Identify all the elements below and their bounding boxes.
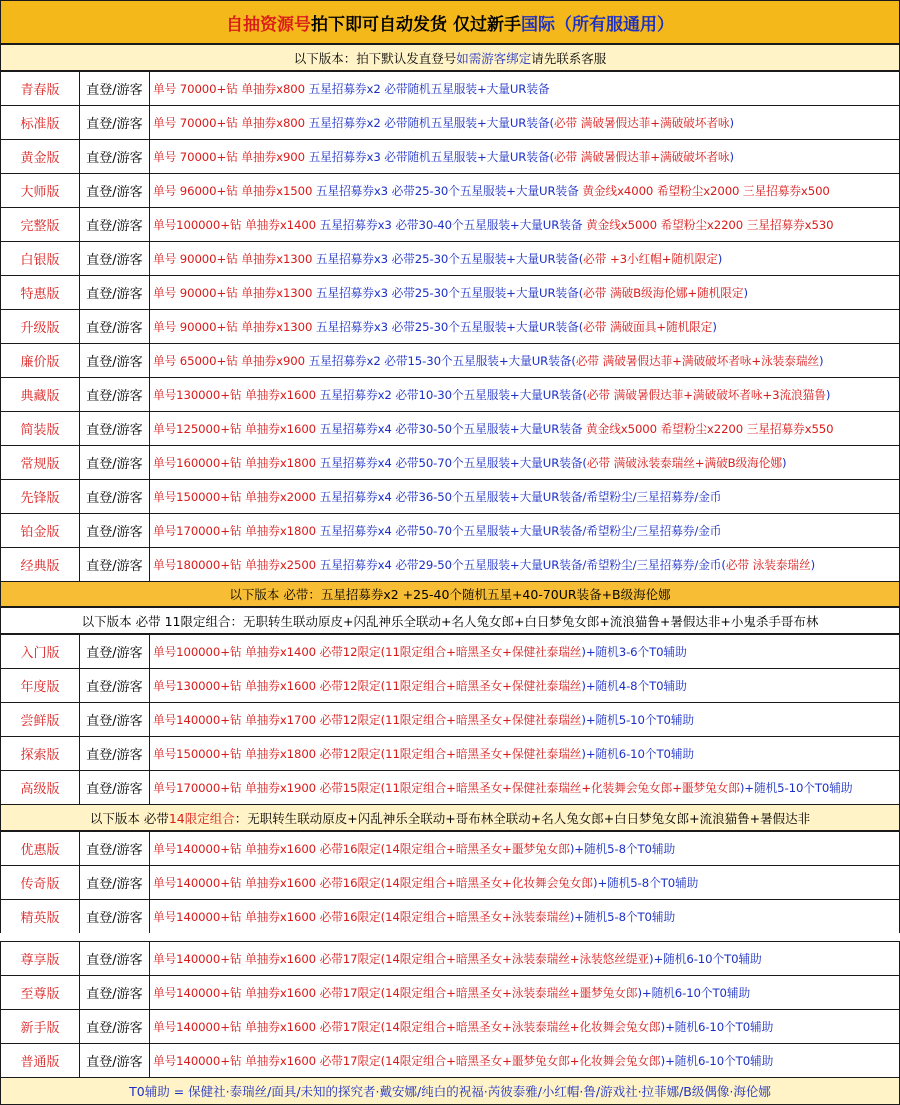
section-banner-11-limited-segment: 以下版本 必带 11限定组合：无职转生联动原皮+闪乱神乐全联动+名人兔女郎+白日梦兔女郎+流浪猫鲁+暑假达非+小鬼杀手哥布林	[81, 613, 819, 629]
edition-description-segment: )+随机5-10个T0辅助	[739, 780, 853, 795]
page-title-segment: 自抽资源号	[226, 14, 312, 35]
edition-description-segment: 五星招募券x2 必带15-30个五星服装+大量UR装备(	[308, 353, 576, 368]
edition-name: 铂金版	[20, 525, 60, 540]
edition-description	[150, 183, 830, 199]
login-type: 直登/游客	[79, 832, 150, 865]
edition-description-segment: )	[712, 319, 717, 334]
edition-description-segment: 必带 满破暑假达菲+满破破坏者咏	[553, 115, 730, 130]
table-row	[0, 668, 900, 703]
edition-description-segment: 必带 满破面具+随机限定	[583, 319, 713, 334]
login-type: 直登/游客	[79, 976, 150, 1009]
section-banner-11-limited	[0, 607, 900, 634]
table-row	[0, 411, 900, 446]
edition-description-segment: )+随机5-8个T0辅助	[569, 909, 676, 924]
edition-description-segment: 单号170000+钻 单抽券x1800	[153, 523, 320, 538]
notice-banner	[0, 44, 900, 71]
edition-description-segment: 五星招募券x3 必带30-40个五星服装+大量UR装备	[319, 217, 587, 232]
section-banner-required-segment: 以下版本 必带：五星招募券x2 +25-40个随机五星+40-70UR装备+B级海伦娜	[229, 587, 671, 602]
edition-description-segment: 单号125000+钻 单抽券x1600	[153, 421, 320, 436]
edition-description-segment: )+随机5-8个T0辅助	[592, 875, 699, 890]
edition-description-segment: 五星招募券x3 必带25-30个五星服装+大量UR装备(	[315, 319, 584, 334]
edition-description-segment: )+随机6-10个T0辅助	[660, 1019, 774, 1034]
edition-description-segment: )	[717, 251, 723, 266]
edition-name: 典藏版	[20, 389, 60, 404]
edition-description-segment: 14限定组合+暗黑圣女+化妆舞会兔女郎	[385, 875, 593, 890]
table-row	[0, 105, 900, 140]
edition-name: 标准版	[20, 117, 60, 132]
edition-description-segment: 单号160000+钻 单抽券x1800	[153, 455, 320, 470]
edition-description	[150, 644, 687, 660]
edition-description-segment: 单号 65000+钻 单抽券x900	[153, 353, 309, 368]
edition-description	[150, 285, 748, 301]
edition-description-segment: 单号 90000+钻 单抽券x1300	[153, 251, 316, 266]
edition-name: 优惠版	[20, 843, 60, 858]
edition-name: 高级版	[20, 782, 60, 797]
edition-name: 先锋版	[20, 491, 60, 506]
login-type: 直登/游客	[79, 669, 150, 702]
section-banner-14-limited-segment: 14限定组合	[168, 810, 235, 826]
edition-description-segment: 14限定组合+暗黑圣女+噩梦兔女郎+化妆舞会兔女郎	[385, 1053, 661, 1068]
edition-description	[150, 149, 734, 165]
edition-description-segment: 五星招募券x4 必带50-70个五星服装+大量UR装备/希望粉尘/三星招募券/金币	[319, 523, 722, 538]
edition-description-segment: 五星招募券x4 必带36-50个五星服装+大量UR装备/希望粉尘/三星招募券/金币	[319, 489, 722, 504]
edition-description-segment: 11限定组合+暗黑圣女+保健社泰瑞丝+化装舞会兔女郎+噩梦兔女郎	[385, 780, 740, 795]
edition-name: 年度版	[20, 680, 60, 695]
login-type: 直登/游客	[79, 548, 150, 581]
login-type: 直登/游客	[79, 208, 150, 241]
table-row	[0, 865, 900, 900]
edition-name: 经典版	[20, 559, 60, 574]
edition-description	[150, 985, 750, 1001]
edition-description	[150, 421, 833, 437]
table-row	[0, 975, 900, 1010]
table-row	[0, 634, 900, 669]
edition-description-segment: )+随机6-10个T0辅助	[581, 746, 694, 761]
table-row	[0, 831, 900, 866]
notice-banner-segment: 如需游客绑定	[456, 50, 532, 66]
edition-description-segment: 五星招募券x3 必带25-30个五星服装+大量UR装备(	[315, 251, 584, 266]
edition-description-segment: 11限定组合+暗黑圣女+保健社泰瑞丝	[385, 678, 582, 693]
edition-name: 完整版	[20, 219, 60, 234]
table-row	[0, 941, 900, 976]
edition-description	[150, 875, 698, 891]
edition-description-segment: 单号140000+钻 单抽券x1600 必带17限定(	[153, 951, 386, 966]
edition-description-segment: 14限定组合+暗黑圣女+泳装泰瑞丝	[385, 909, 570, 924]
edition-description-segment: )	[810, 557, 816, 572]
edition-description-segment: 单号140000+钻 单抽券x1600 必带17限定(	[153, 1053, 386, 1068]
edition-description-segment: 14限定组合+暗黑圣女+噩梦兔女郎	[385, 841, 570, 856]
edition-name: 白银版	[20, 253, 60, 268]
table-row	[0, 71, 900, 106]
edition-name: 探索版	[20, 748, 60, 763]
login-type: 直登/游客	[79, 1010, 150, 1043]
edition-description-segment: )	[729, 149, 734, 164]
section-banner-14-limited	[0, 804, 900, 831]
edition-name: 黄金版	[20, 151, 60, 166]
table-row	[0, 899, 900, 934]
edition-description	[150, 712, 694, 728]
edition-description-segment: 单号 96000+钻 单抽券x1500	[153, 183, 316, 198]
edition-description	[150, 319, 717, 335]
edition-description-segment: 黄金线x4000 希望粉尘x2000 三星招募券x500	[582, 183, 830, 198]
page-title	[0, 0, 900, 44]
edition-description	[150, 115, 734, 131]
edition-description-segment: 单号 70000+钻 单抽券x900	[153, 149, 309, 164]
edition-description-segment: )+随机6-10个T0辅助	[660, 1053, 774, 1068]
edition-description-segment: 五星招募券x2 必带随机五星服装+大量UR装备(	[308, 115, 554, 130]
edition-description-segment: 五星招募券x3 必带25-30个五星服装+大量UR装备	[315, 183, 583, 198]
edition-description-segment: 单号130000+钻 单抽券x1600	[153, 387, 320, 402]
login-type: 直登/游客	[79, 344, 150, 377]
login-type: 直登/游客	[79, 480, 150, 513]
edition-description-segment: 单号130000+钻 单抽券x1600 必带12限定(	[153, 678, 386, 693]
notice-banner-segment: 以下版本：拍下默认发直登号	[293, 50, 457, 66]
edition-name: 大师版	[20, 185, 60, 200]
edition-name: 尊享版	[20, 953, 60, 968]
edition-description-segment: 必带 满破暑假达菲+满破破坏者咏+泳装泰瑞丝	[575, 353, 820, 368]
edition-description-segment: )	[743, 285, 748, 300]
edition-description-segment: 单号180000+钻 单抽券x2500	[153, 557, 320, 572]
table-row	[0, 343, 900, 378]
login-type: 直登/游客	[79, 106, 150, 139]
edition-description	[150, 1053, 773, 1069]
login-type: 直登/游客	[79, 310, 150, 343]
edition-description-segment: 单号140000+钻 单抽券x1600 必带16限定(	[153, 841, 386, 856]
edition-description-segment: 单号150000+钻 单抽券x1800 必带12限定(	[153, 746, 386, 761]
edition-description-segment: 14限定组合+暗黑圣女+泳装泰瑞丝+化妆舞会兔女郎	[385, 1019, 661, 1034]
edition-description	[150, 909, 675, 925]
login-type: 直登/游客	[79, 276, 150, 309]
login-type: 直登/游客	[79, 412, 150, 445]
table-row	[0, 275, 900, 310]
edition-name: 新手版	[20, 1021, 60, 1036]
edition-description	[150, 353, 823, 369]
edition-description	[150, 746, 694, 762]
edition-description-segment: 11限定组合+暗黑圣女+保健社泰瑞丝	[385, 712, 582, 727]
notice-banner-segment: 请先联系客服	[531, 50, 607, 66]
table-row	[0, 241, 900, 276]
table-row	[0, 445, 900, 480]
login-type: 直登/游客	[79, 703, 150, 736]
edition-name: 特惠版	[20, 287, 60, 302]
edition-description	[150, 951, 762, 967]
edition-name: 简装版	[20, 423, 60, 438]
edition-description-segment: 单号170000+钻 单抽券x1900 必带15限定(	[153, 780, 386, 795]
edition-description	[150, 251, 722, 267]
edition-description-segment: 五星招募券x4 必带50-70个五星服装+大量UR装备(	[319, 455, 587, 470]
table-row	[0, 736, 900, 771]
edition-description-segment: 单号100000+钻 单抽券x1400 必带12限定(	[153, 644, 386, 659]
section-banner-14-limited-segment: ：无职转生联动原皮+闪乱神乐全联动+哥布林全联动+名人兔女郎+白日梦兔女郎+流浪猫鲁+暑假达非	[234, 810, 811, 826]
edition-name: 尝鲜版	[20, 714, 60, 729]
edition-description-segment: )+随机6-10个T0辅助	[649, 951, 762, 966]
t0-support-legend-segment: T0辅助 = 保健社·泰瑞丝/面具/未知的探究者·戴安娜/纯白的祝福·芮彼泰雅/小红帽·鲁/游戏社·拉菲娜/B级偶像·海伦娜	[129, 1084, 771, 1099]
login-type: 直登/游客	[79, 771, 150, 804]
table-row	[0, 479, 900, 514]
edition-description-segment: 黄金线x5000 希望粉尘x2200 三星招募券x530	[586, 217, 834, 232]
section-banner-required	[0, 581, 900, 607]
edition-description-segment: 单号140000+钻 单抽券x1600 必带16限定(	[153, 875, 386, 890]
edition-description-segment: 14限定组合+暗黑圣女+泳装泰瑞丝+噩梦兔女郎	[385, 985, 638, 1000]
edition-description-segment: 必带 满破暑假达菲+满破破坏者咏	[553, 149, 730, 164]
edition-description-segment: 单号140000+钻 单抽券x1700 必带12限定(	[153, 712, 386, 727]
table-row	[0, 173, 900, 208]
page-title-segment: 国际（所有服通用）	[520, 14, 674, 35]
edition-description-segment: 单号140000+钻 单抽券x1600 必带17限定(	[153, 985, 386, 1000]
login-type: 直登/游客	[79, 174, 150, 207]
edition-description-segment: 黄金线x5000 希望粉尘x2200 三星招募券x550	[586, 421, 834, 436]
edition-description	[150, 1019, 773, 1035]
login-type: 直登/游客	[79, 378, 150, 411]
table-row	[0, 702, 900, 737]
login-type: 直登/游客	[79, 446, 150, 479]
login-type: 直登/游客	[79, 1044, 150, 1077]
login-type: 直登/游客	[79, 140, 150, 173]
table-row	[0, 139, 900, 174]
page-title-segment: 拍下即可自动发货 仅过新手	[311, 14, 521, 35]
edition-name: 常规版	[20, 457, 60, 472]
table-row	[0, 547, 900, 582]
edition-description-segment: )+随机3-6个T0辅助	[581, 644, 687, 659]
login-type: 直登/游客	[79, 900, 150, 933]
edition-description-segment: 单号100000+钻 单抽券x1400	[153, 217, 320, 232]
login-type: 直登/游客	[79, 635, 150, 668]
edition-description	[150, 557, 815, 573]
edition-description-segment: 单号 70000+钻 单抽券x800	[153, 115, 309, 130]
edition-description-segment: 单号150000+钻 单抽券x2000	[153, 489, 320, 504]
login-type: 直登/游客	[79, 514, 150, 547]
edition-description-segment: )	[781, 455, 787, 470]
login-type: 直登/游客	[79, 942, 150, 975]
edition-name: 升级版	[20, 321, 60, 336]
edition-name: 至尊版	[20, 987, 60, 1002]
edition-description	[150, 489, 721, 505]
edition-description	[150, 81, 550, 97]
edition-description-segment: )+随机5-10个T0辅助	[581, 712, 694, 727]
section-gap	[0, 933, 900, 941]
edition-name: 入门版	[20, 646, 60, 661]
edition-description-segment: )	[729, 115, 734, 130]
edition-description	[150, 841, 675, 857]
edition-description-segment: 单号 70000+钻 单抽券x800	[153, 81, 309, 96]
edition-description	[150, 780, 852, 796]
table-row	[0, 1009, 900, 1044]
edition-description-segment: 11限定组合+暗黑圣女+保健社泰瑞丝	[385, 746, 582, 761]
edition-description-segment: 单号140000+钻 单抽券x1600 必带17限定(	[153, 1019, 386, 1034]
edition-description-segment: 必带 满破泳装泰瑞丝+满破B级海伦娜	[586, 455, 782, 470]
edition-description-segment: 五星招募券x3 必带25-30个五星服装+大量UR装备(	[315, 285, 584, 300]
edition-description-segment: 五星招募券x4 必带29-50个五星服装+大量UR装备/希望粉尘/三星招募券/金币(	[319, 557, 726, 572]
table-row	[0, 309, 900, 344]
login-type: 直登/游客	[79, 737, 150, 770]
table-row	[0, 377, 900, 412]
table-row	[0, 770, 900, 805]
edition-description-segment: 单号140000+钻 单抽券x1600 必带16限定(	[153, 909, 386, 924]
edition-description	[150, 523, 721, 539]
edition-description	[150, 455, 786, 471]
edition-description-segment: 必带 泳装泰瑞丝	[725, 557, 811, 572]
table-row	[0, 513, 900, 548]
login-type: 直登/游客	[79, 866, 150, 899]
login-type: 直登/游客	[79, 72, 150, 105]
edition-description-segment: )	[819, 353, 824, 368]
edition-description-segment: 14限定组合+暗黑圣女+泳装泰瑞丝+泳装悠丝缇亚	[385, 951, 650, 966]
t0-support-legend	[0, 1077, 900, 1105]
edition-description-segment: 必带 +3小红帽+随机限定	[583, 251, 718, 266]
edition-description-segment: 五星招募券x2 必带随机五星服装+大量UR装备	[308, 81, 550, 96]
edition-description	[150, 678, 687, 694]
edition-description-segment: )+随机4-8个T0辅助	[581, 678, 687, 693]
edition-name: 普通版	[20, 1055, 60, 1070]
table-row	[0, 207, 900, 242]
edition-description-segment: )+随机5-8个T0辅助	[569, 841, 676, 856]
edition-name: 青春版	[20, 83, 60, 98]
login-type: 直登/游客	[79, 242, 150, 275]
edition-description-segment: 必带 满破B级海伦娜+随机限定	[583, 285, 744, 300]
edition-description	[150, 387, 830, 403]
edition-description-segment: 五星招募券x2 必带10-30个五星服装+大量UR装备(	[319, 387, 587, 402]
edition-description-segment: 单号 90000+钻 单抽券x1300	[153, 285, 316, 300]
edition-description	[150, 217, 833, 233]
edition-description-segment: 五星招募券x3 必带随机五星服装+大量UR装备(	[308, 149, 554, 164]
edition-description-segment: 必带 满破暑假达菲+满破破坏者咏+3流浪猫鲁	[586, 387, 826, 402]
edition-name: 传奇版	[20, 877, 60, 892]
edition-description-segment: 单号 90000+钻 单抽券x1300	[153, 319, 316, 334]
edition-description-segment: 11限定组合+暗黑圣女+保健社泰瑞丝	[385, 644, 582, 659]
edition-name: 精英版	[20, 911, 60, 926]
edition-name: 廉价版	[20, 355, 60, 370]
edition-description-segment: )	[825, 387, 831, 402]
section-banner-14-limited-segment: 以下版本 必带	[89, 810, 169, 826]
table-row	[0, 1043, 900, 1078]
edition-description-segment: 五星招募券x4 必带30-50个五星服装+大量UR装备	[319, 421, 587, 436]
edition-description-segment: )+随机6-10个T0辅助	[637, 985, 751, 1000]
